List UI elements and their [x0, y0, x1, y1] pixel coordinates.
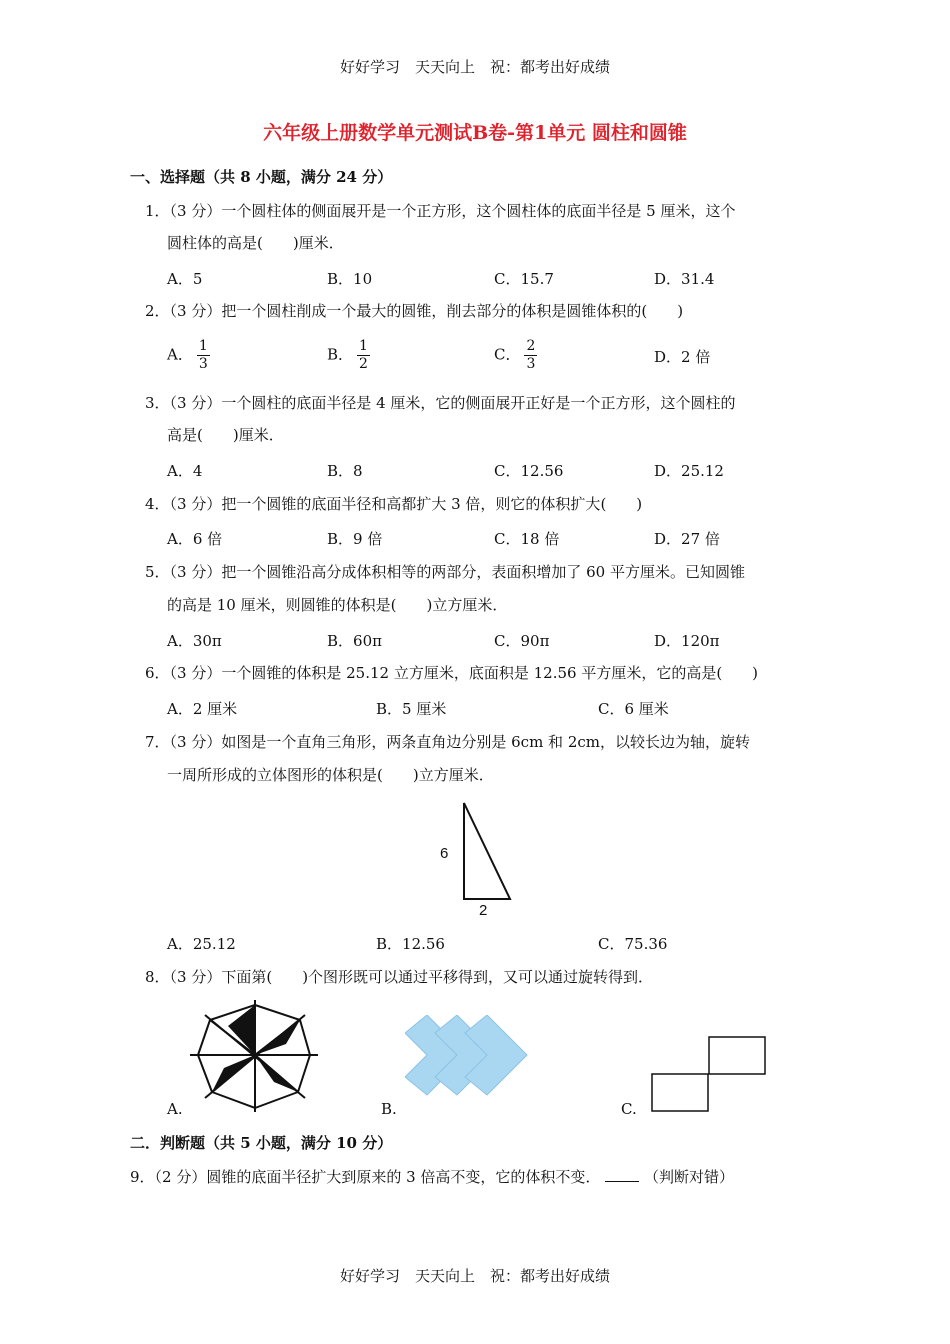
q3-option-a[interactable]: A．4	[167, 462, 203, 480]
q4-option-a[interactable]: A．6 倍	[167, 530, 223, 548]
q9-suffix: （判断对错）	[644, 1168, 735, 1186]
q1-option-d[interactable]: D．31.4	[654, 270, 715, 288]
q2-line1: 2．（3 分）把一个圆柱削成一个最大的圆锥，削去部分的体积是圆锥体积的( )	[145, 302, 684, 320]
q6-option-c[interactable]: C．6 厘米	[598, 700, 669, 718]
triangle-shape	[464, 803, 510, 899]
page-header: 好好学习 天天向上 祝：都考出好成绩	[339, 58, 610, 76]
pinwheel-figure	[190, 1000, 320, 1115]
q2-option-b-label: B．	[327, 345, 354, 364]
section-choice-heading: 一、选择题（共 8 小题，满分 24 分）	[130, 168, 393, 186]
q2-option-c[interactable]	[494, 338, 537, 373]
q5-line1: 5．（3 分）把一个圆锥沿高分成体积相等的两部分，表面积增加了 60 平方厘米。已知圆锥	[145, 563, 745, 581]
q4-option-d[interactable]: D．27 倍	[654, 530, 720, 548]
q5-option-b[interactable]: B．60π	[327, 632, 382, 650]
q4-option-c[interactable]: C．18 倍	[494, 530, 560, 548]
q9-answer-blank[interactable]	[605, 1181, 639, 1182]
q9-line	[130, 1166, 734, 1187]
q1-option-c[interactable]: C．15.7	[494, 270, 554, 288]
q2-option-a[interactable]	[167, 338, 210, 373]
lower-rectangle	[652, 1074, 708, 1111]
fraction: $\frac{1}{3}$	[198, 338, 208, 372]
q6-option-a[interactable]: A．2 厘米	[167, 700, 238, 718]
q2-option-b[interactable]	[327, 338, 370, 373]
fraction: $\frac{1}{2}$	[359, 338, 368, 372]
q8-option-b[interactable]: B.	[381, 1100, 397, 1118]
q3-line1: 3．（3 分）一个圆柱的底面半径是 4 厘米，它的侧面展开正好是一个正方形，这个圆柱的	[145, 394, 736, 412]
q6-line1: 6．（3 分）一个圆锥的体积是 25.12 立方厘米，底面积是 12.56 平方厘米，它的高是( )	[145, 664, 759, 682]
q3-line2: 高是( )厘米．	[167, 426, 284, 444]
q5-option-a[interactable]: A．30π	[167, 632, 222, 650]
q8-option-c[interactable]: C.	[621, 1100, 637, 1118]
q3-option-b[interactable]: B．8	[327, 462, 363, 480]
triangle-height-label: 6	[440, 845, 449, 862]
q7-option-b[interactable]: B．12.56	[376, 935, 445, 953]
q4-line1: 4．（3 分）把一个圆锥的底面半径和高都扩大 3 倍，则它的体积扩大( )	[145, 495, 643, 513]
page-title: 六年级上册数学单元测试B卷-第1单元 圆柱和圆锥	[263, 122, 687, 144]
section-judge-heading: 二．判断题（共 5 小题，满分 10 分）	[130, 1134, 393, 1152]
q6-option-b[interactable]: B．5 厘米	[376, 700, 447, 718]
q3-option-d[interactable]: D．25.12	[654, 462, 724, 480]
q1-line2: 圆柱体的高是( )厘米．	[167, 234, 344, 252]
q7-line1: 7．（3 分）如图是一个直角三角形，两条直角边分别是 6cm 和 2cm，以较长边为轴，旋转	[145, 733, 750, 751]
q5-option-d[interactable]: D．120π	[654, 632, 720, 650]
q1-line1: 1．（3 分）一个圆柱体的侧面展开是一个正方形，这个圆柱体的底面半径是 5 厘米，这个	[145, 202, 736, 220]
page-footer: 好好学习 天天向上 祝：都考出好成绩	[339, 1267, 610, 1285]
q5-option-c[interactable]: C．90π	[494, 632, 550, 650]
q8-option-a[interactable]: A.	[167, 1100, 183, 1118]
q1-option-b[interactable]: B．10	[327, 270, 373, 288]
rectangles-figure	[645, 1030, 775, 1120]
pinwheel-spokes	[190, 1000, 318, 1112]
q7-option-c[interactable]: C．75.36	[598, 935, 668, 953]
q7-line2: 一周所形成的立体图形的体积是( )立方厘米．	[167, 766, 494, 784]
q8-line1: 8．（3 分）下面第( )个图形既可以通过平移得到，又可以通过旋转得到．	[145, 968, 654, 986]
chevron-shapes	[405, 1015, 527, 1095]
q5-line2: 的高是 10 厘米，则圆锥的体积是( )立方厘米．	[167, 596, 508, 614]
q7-option-a[interactable]: A．25.12	[167, 935, 236, 953]
triangle-base-label: 2	[479, 902, 488, 919]
fraction: $\frac{2}{3}$	[526, 338, 536, 372]
q1-option-a[interactable]: A．5	[167, 270, 203, 288]
q2-option-a-label: A．	[167, 345, 193, 364]
q3-option-c[interactable]: C．12.56	[494, 462, 564, 480]
q2-option-c-label: C．	[494, 345, 521, 364]
upper-rectangle	[709, 1037, 765, 1074]
q4-option-b[interactable]: B．9 倍	[327, 530, 383, 548]
q9-text: 9．（2 分）圆锥的底面半径扩大到原来的 3 倍高不变，它的体积不变．	[130, 1168, 601, 1186]
q2-option-d[interactable]: D．2 倍	[654, 348, 711, 366]
chevron-figure	[405, 1015, 545, 1115]
